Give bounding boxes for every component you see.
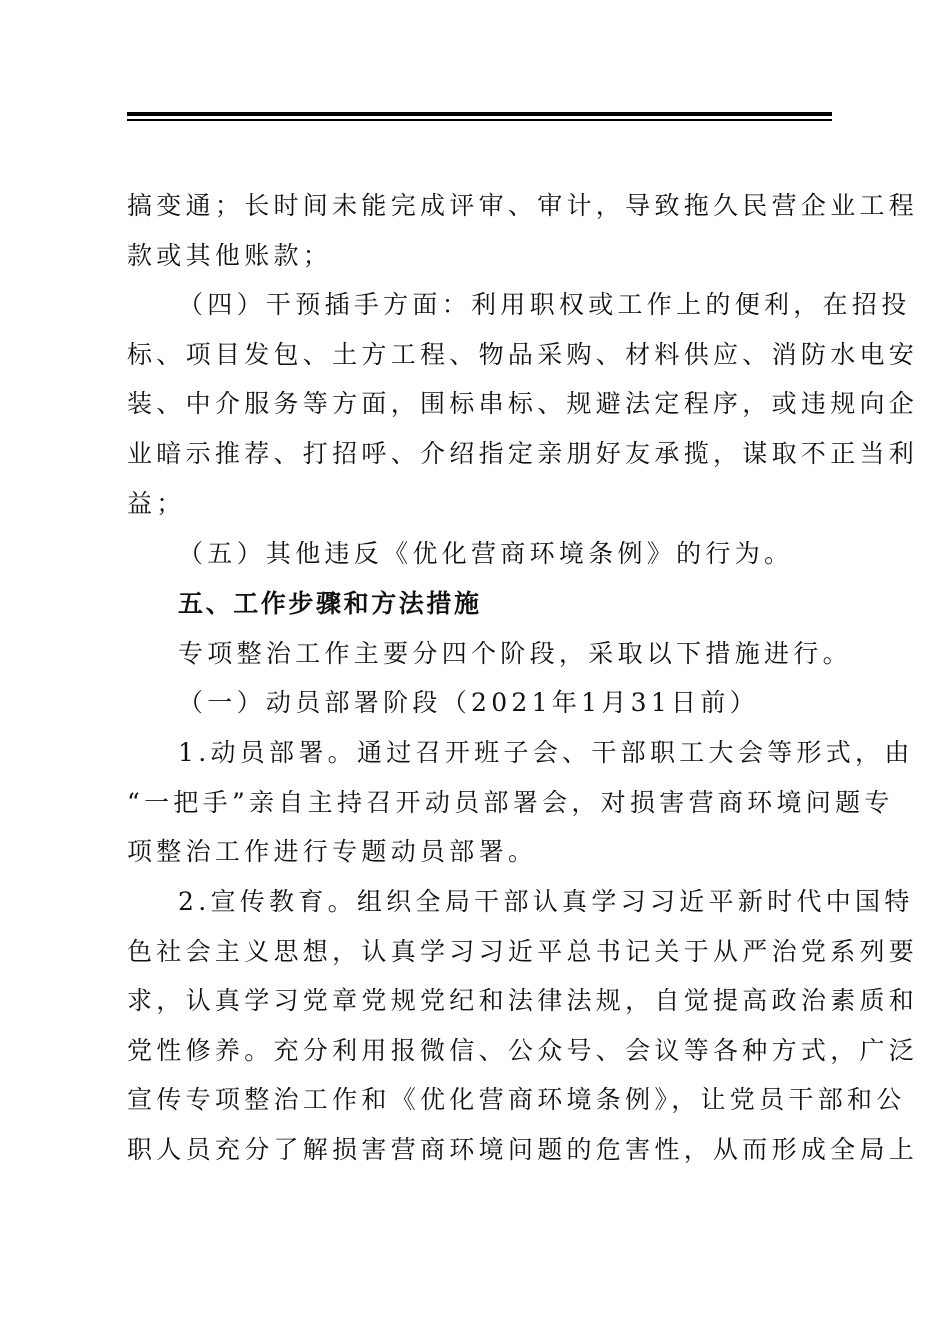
text-line: 搞变通；长时间未能完成评审、审计，导致拖久民营企业工程 — [127, 191, 919, 220]
text-line: 宣传专项整治工作和《优化营商环境条例》，让党员干部和公 — [127, 1085, 906, 1114]
text-line: 项整治工作进行专题动员部署。 — [127, 837, 538, 866]
subsection-heading: （一）动员部署阶段（2021年1月31日前） — [178, 688, 759, 717]
text-line: 款或其他账款； — [127, 241, 333, 270]
text-line: 专项整治工作主要分四个阶段，采取以下措施进行。 — [178, 639, 852, 668]
text-line: 求，认真学习党章党规党纪和法律法规，自觉提高政治素质和 — [127, 986, 919, 1015]
header-rule-thin — [127, 119, 832, 121]
text-line: 标、项目发包、土方工程、物品采购、材料供应、消防水电安 — [127, 340, 919, 369]
text-line: 色社会主义思想，认真学习习近平总书记关于从严治党系列要 — [127, 937, 919, 966]
text-line: 益； — [127, 489, 186, 518]
text-line: “一把手”亲自主持召开动员部署会，对损害营商环境问题专 — [127, 788, 894, 817]
header-rule-thick — [127, 112, 832, 116]
text-line: 职人员充分了解损害营商环境问题的危害性，从而形成全局上 — [127, 1135, 919, 1164]
text-line: 1.动员部署。通过召开班子会、干部职工大会等形式，由 — [178, 738, 914, 767]
text-line: 党性修养。充分利用报微信、公众号、会议等各种方式，广泛 — [127, 1036, 919, 1065]
section-heading: 五、工作步骤和方法措施 — [178, 589, 482, 618]
text-line: （五）其他违反《优化营商环境条例》的行为。 — [178, 539, 794, 568]
text-line: 装、中介服务等方面，围标串标、规避法定程序，或违规向企 — [127, 389, 919, 418]
text-line: 2.宣传教育。组织全局干部认真学习习近平新时代中国特 — [178, 887, 914, 916]
text-line: （四）干预插手方面：利用职权或工作上的便利，在招投 — [178, 290, 911, 319]
text-line: 业暗示推荐、打招呼、介绍指定亲朋好友承揽，谋取不正当利 — [127, 439, 919, 468]
